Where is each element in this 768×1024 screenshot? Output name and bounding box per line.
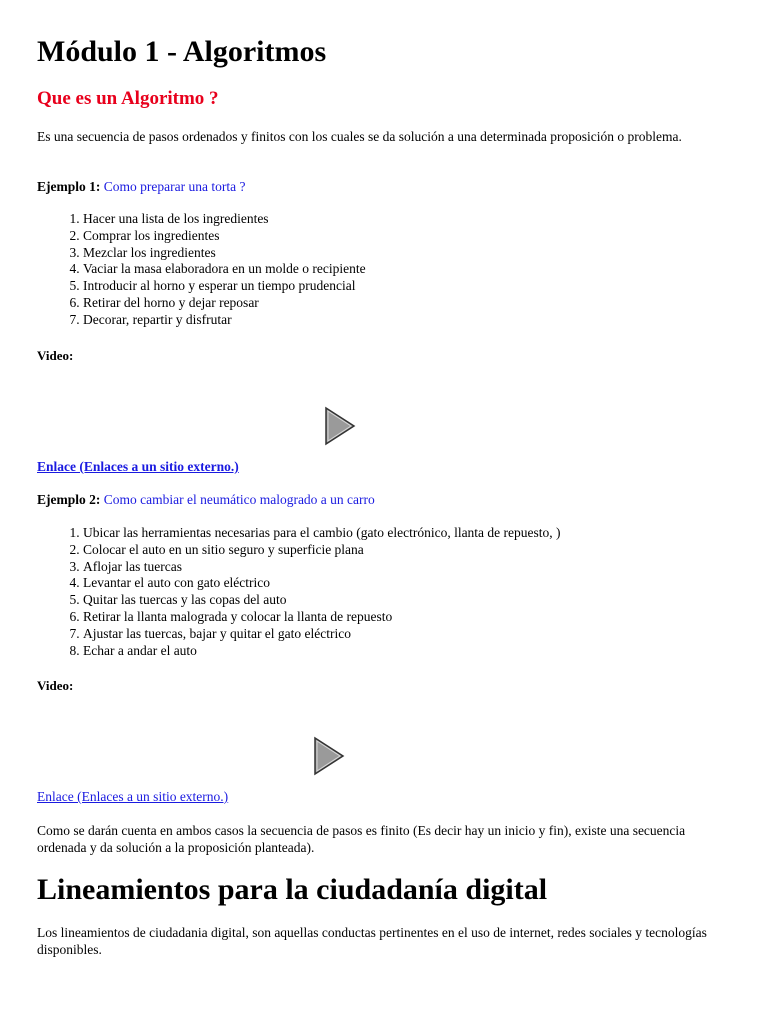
page-title: Módulo 1 - Algoritmos (37, 35, 327, 68)
list-item: 6. Retirar la llanta malograda y colocar la llanta de repuesto (83, 609, 768, 626)
example2-label: Ejemplo 2: (37, 492, 101, 507)
list-item: 5. Quitar las tuercas y las copas del auto (83, 592, 768, 609)
example1-external-link[interactable]: Enlace (Enlaces a un sitio externo.) (37, 459, 239, 474)
example2-external-link[interactable]: Enlace (Enlaces a un sitio externo.) (37, 789, 229, 804)
section-heading-digital-citizenship: Lineamientos para la ciudadanía digital (37, 873, 548, 906)
play-triangle-icon[interactable] (312, 736, 346, 776)
list-item: 1. Ubicar las herramientas necesarias para el cambio (gato electrónico, llanta de repuesto, ) (83, 525, 768, 542)
list-item: 3. Mezclar los ingredientes (83, 245, 366, 262)
intro-paragraph: Es una secuencia de pasos ordenados y finitos con los cuales se da solución a una determinada proposición o problema. (37, 129, 682, 144)
list-item: 3. Aflojar las tuercas (83, 559, 768, 576)
example2-steps (37, 525, 768, 659)
example1-label: Ejemplo 1: (37, 179, 101, 194)
section-subtitle: Que es un Algoritmo ? (37, 88, 219, 109)
list-item: 2. Colocar el auto en un sitio seguro y superficie plana (83, 542, 768, 559)
list-item: 6. Retirar del horno y dejar reposar (83, 295, 366, 312)
list-item: 4. Levantar el auto con gato eléctrico (83, 575, 768, 592)
list-item: 5. Introducir al horno y esperar un tiempo prudencial (83, 278, 366, 295)
example1-video-label: Video: (37, 348, 74, 363)
list-item: 8. Echar a andar el auto (83, 643, 768, 660)
example1-heading (37, 178, 245, 195)
list-item: 7. Decorar, repartir y disfrutar (83, 312, 366, 329)
play-triangle-icon[interactable] (323, 406, 357, 446)
example2-heading (37, 491, 375, 508)
example1-steps (37, 211, 366, 329)
list-item: 1. Hacer una lista de los ingredientes (83, 211, 366, 228)
list-item: 2. Comprar los ingredientes (83, 228, 366, 245)
section2-paragraph: Los lineamientos de ciudadania digital, son aquellas conductas pertinentes en el uso de internet, redes sociales y tecnologías disponibles. (37, 925, 707, 957)
conclusion-paragraph: Como se darán cuenta en ambos casos la secuencia de pasos es finito (Es decir hay un inicio y fin), existe una secuencia ordenada y da solución a la proposición planteada). (37, 823, 686, 855)
example2-video-label: Video: (37, 678, 74, 693)
list-item: 7. Ajustar las tuercas, bajar y quitar el gato eléctrico (83, 626, 768, 643)
example2-question: Como cambiar el neumático malogrado a un carro (103, 492, 375, 507)
list-item: 4. Vaciar la masa elaboradora en un molde o recipiente (83, 261, 366, 278)
example1-question: Como preparar una torta ? (103, 179, 246, 194)
